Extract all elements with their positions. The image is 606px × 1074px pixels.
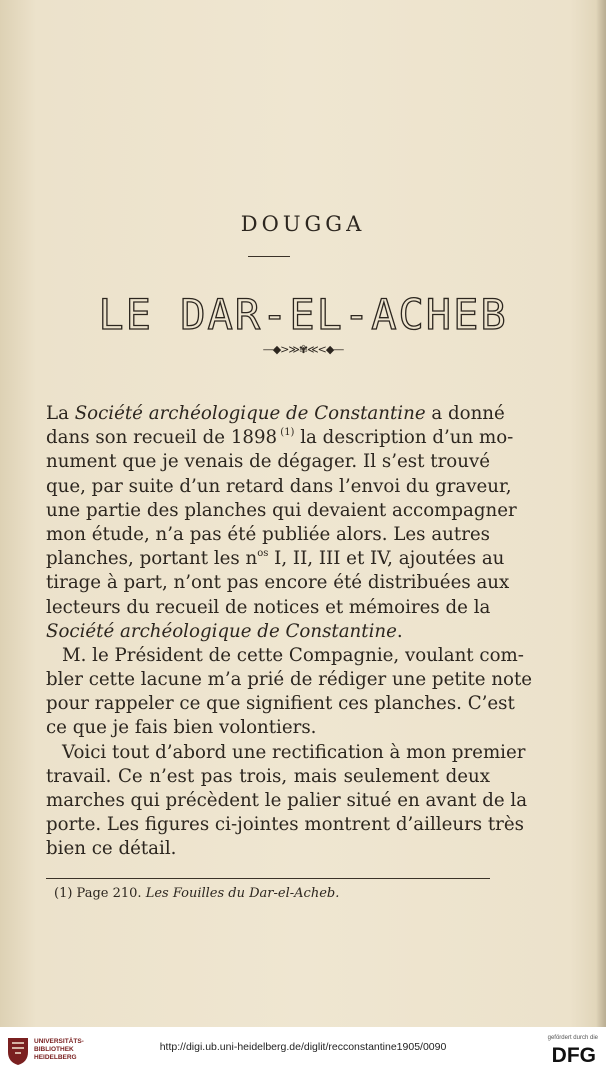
text-line: [46, 596, 490, 620]
title-divider: [248, 256, 290, 257]
page-spine-shadow: [596, 0, 606, 1027]
text-run: La: [46, 403, 75, 424]
footnote: [54, 886, 339, 901]
text-run: mon étude, n’a pas été publiée alors. Les autres: [46, 523, 490, 545]
footnote-marker: (1) Page 210.: [54, 886, 146, 901]
text-run: M. le Président de cette Compagnie, voulant com-: [62, 644, 524, 666]
text-line: [46, 571, 510, 595]
permalink-url[interactable]: http://digi.ub.uni-heidelberg.de/diglit/recconstantine1905/0090: [159, 1041, 447, 1053]
italic-text: Société archéologique de Constantine: [46, 620, 397, 642]
text-run: ce que je fais bien volontiers.: [46, 717, 317, 739]
text-run: dans son recueil de 1898: [46, 427, 278, 449]
viewer-footer: [0, 1027, 606, 1074]
text-line: [46, 716, 490, 740]
text-line: [46, 547, 505, 571]
text-run: nument que je venais de dégager. Il s’est trouvé: [46, 451, 490, 473]
text-run: Voici tout d’abord une rectification à mon premier: [62, 741, 526, 763]
text-run: que, par suite d’un retard dans l’envoi du graveur,: [46, 475, 512, 497]
text-line: [46, 668, 533, 692]
text-run: bien ce détail.: [46, 838, 177, 860]
italic-text: Société archéologique de Constantine: [74, 403, 426, 424]
text-run: lecteurs du recueil de notices et mémoires de la: [46, 596, 491, 618]
text-line: [46, 499, 517, 523]
superscript: (1): [277, 427, 295, 439]
text-line: [46, 450, 490, 474]
text-line: [46, 475, 512, 499]
funder-caption: gefördert durch die: [547, 1035, 598, 1041]
text-run: tirage à part, n’ont pas encore été distribuées aux: [46, 572, 510, 594]
text-run: porte. Les figures ci-jointes montrent d’ailleurs très: [46, 814, 524, 836]
text-run: bler cette lacune m’a prié de rédiger une petite note: [46, 669, 533, 691]
page-title: LE DAR-EL-ACHEB: [98, 290, 508, 339]
section-heading: DOUGGA: [240, 212, 366, 236]
text-line: [46, 741, 526, 765]
text-line: [46, 620, 490, 644]
text-run: la description d’un mo-: [294, 427, 514, 449]
text-run: .: [396, 620, 403, 642]
text-run: a donné: [425, 403, 505, 424]
text-run: travail. Ce n’est pas trois, mais seulement deux: [46, 765, 490, 787]
text-line: [46, 523, 490, 547]
text-run: I, II, III et IV, ajoutées au: [268, 548, 505, 570]
text-run: marches qui précèdent le palier situé en avant de la: [46, 790, 528, 811]
text-line: [46, 402, 505, 426]
footnote-divider: [46, 878, 490, 879]
text-line: [46, 813, 524, 837]
footnote-text: Les Fouilles du Dar-el-Acheb.: [145, 886, 340, 901]
text-run: planches, portant les n: [46, 548, 258, 570]
text-line: [46, 426, 514, 450]
text-line: [46, 765, 490, 789]
text-line: [46, 644, 524, 668]
superscript: os: [257, 548, 269, 560]
dfg-logo[interactable]: DFG: [551, 1044, 596, 1067]
text-run: pour rappeler ce que signifient ces planches. C’est: [46, 693, 515, 715]
text-line: [46, 837, 490, 861]
ornament-divider: —◆>≫✾≪<◆—: [262, 343, 344, 356]
text-line: [46, 692, 515, 716]
body-text: [46, 402, 533, 862]
text-run: une partie des planches qui devaient accompagner: [46, 499, 517, 521]
university-name-line: BIBLIOTHEK: [34, 1046, 74, 1053]
university-name-line: UNIVERSITÄTS-: [34, 1038, 84, 1045]
university-name-line: HEIDELBERG: [34, 1054, 77, 1061]
text-line: [46, 789, 528, 813]
